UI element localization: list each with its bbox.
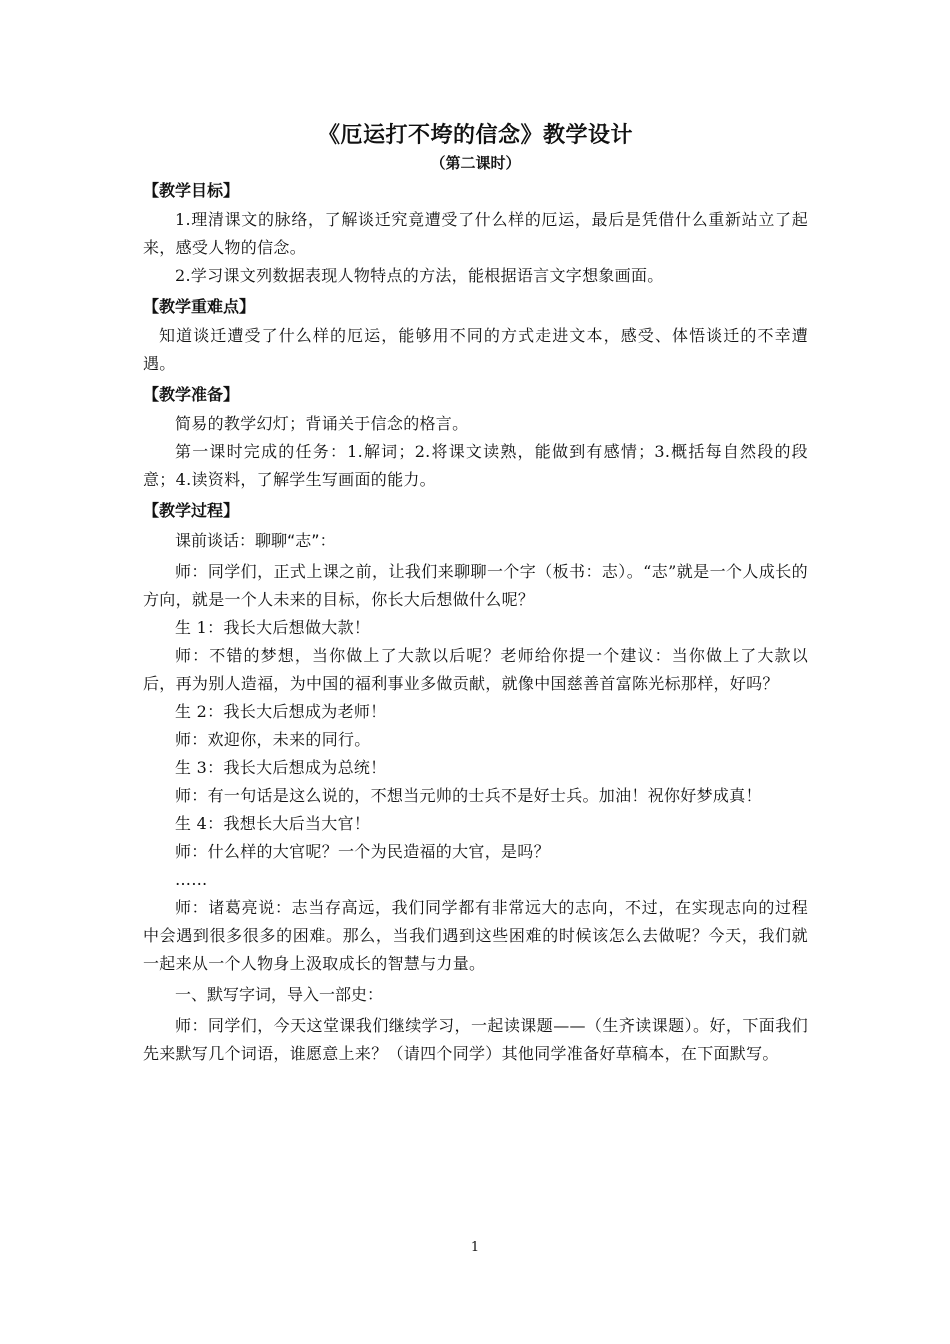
paragraph: 第一课时完成的任务：1.解词；2.将课文读熟，能做到有感情；3.概括每自然段的段意；4.读资料，了解学生写画面的能力。 xyxy=(143,442,808,489)
section-heading-objectives: 【教学目标】 xyxy=(143,181,240,200)
paragraph: 1.理清课文的脉络，了解谈迁究竟遭受了什么样的厄运，最后是凭借什么重新站立了起来，感受人物的信念。 xyxy=(143,210,808,257)
paragraph: 知道谈迁遭受了什么样的厄运，能够用不同的方式走进文本，感受、体悟谈迁的不幸遭遇。 xyxy=(143,326,808,373)
section-heading-process: 【教学过程】 xyxy=(143,501,240,520)
paragraph: 2.学习课文列数据表现人物特点的方法，能根据语言文字想象画面。 xyxy=(175,266,664,285)
subheading-step-one: 一、默写字词，导入一部史： xyxy=(175,985,384,1004)
document-page xyxy=(143,120,808,1068)
subheading-warmup: 课前谈话：聊聊“志”： xyxy=(175,531,336,550)
dialogue-line: 师：什么样的大官呢？一个为民造福的大官，是吗？ xyxy=(175,842,550,861)
dialogue-line: 生 1：我长大后想做大款！ xyxy=(175,618,371,637)
page-subtitle: （第二课时） xyxy=(430,154,521,172)
dialogue-line: 生 3：我长大后想成为总统！ xyxy=(175,758,387,777)
page-number: 1 xyxy=(470,1240,480,1255)
dialogue-line: 师：同学们，今天这堂课我们继续学习，一起读课题——（生齐读课题）。好，下面我们先来默写几个词语，谁愿意上来？（请四个同学）其他同学准备好草稿本，在下面默写。 xyxy=(143,1016,808,1063)
dialogue-line: 师：有一句话是这么说的，不想当元帅的士兵不是好士兵。加油！祝你好梦成真！ xyxy=(175,786,762,805)
paragraph: 简易的教学幻灯；背诵关于信念的格言。 xyxy=(175,414,469,433)
dialogue-line: 师：同学们，正式上课之前，让我们来聊聊一个字（板书：志）。“志”就是一个人成长的方向，就是一个人未来的目标，你长大后想做什么呢？ xyxy=(143,562,808,609)
dialogue-line: 师：欢迎你，未来的同行。 xyxy=(175,730,371,749)
section-heading-key-points: 【教学重难点】 xyxy=(143,297,256,316)
dialogue-line: 师：不错的梦想，当你做上了大款以后呢？老师给你提一个建议：当你做上了大款以后，再为别人造福，为中国的福利事业多做贡献，就像中国慈善首富陈光标那样，好吗？ xyxy=(143,646,808,693)
page-title: 《厄运打不垮的信念》教学设计 xyxy=(317,123,633,148)
dialogue-line: 师：诸葛亮说：志当存高远，我们同学都有非常远大的志向，不过，在实现志向的过程中会遇到很多很多的困难。那么，当我们遇到这些困难的时候该怎么去做呢？今天，我们就一起来从一个人物身上汲取成长的智慧与力量。 xyxy=(143,898,808,973)
ellipsis: …… xyxy=(175,870,208,889)
section-heading-preparation: 【教学准备】 xyxy=(143,385,240,404)
dialogue-line: 生 4：我想长大后当大官！ xyxy=(175,814,371,833)
dialogue-line: 生 2：我长大后想成为老师！ xyxy=(175,702,387,721)
